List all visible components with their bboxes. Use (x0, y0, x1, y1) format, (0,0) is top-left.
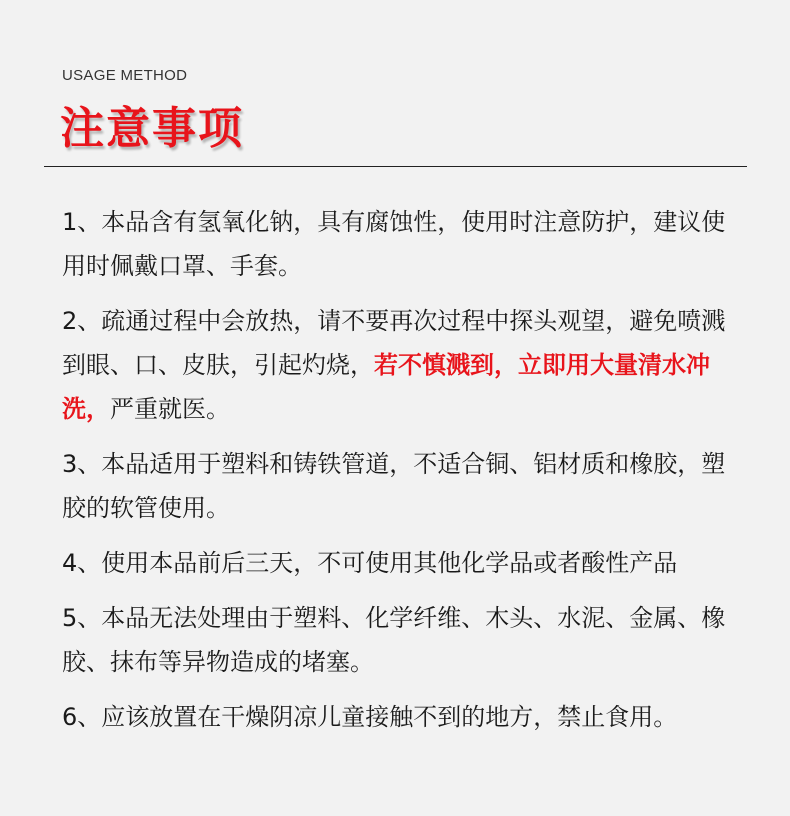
note-item-3: 3、本品适用于塑料和铸铁管道，不适合铜、铝材质和橡胶，塑胶的软管使用。 (62, 450, 726, 522)
note-item-5: 5、本品无法处理由于塑料、化学纤维、木头、水泥、金属、橡胶、抹布等异物造成的堵塞。 (62, 604, 726, 676)
notes-list (62, 200, 742, 750)
note-item-1: 1、本品含有氢氧化钠，具有腐蚀性，使用时注意防护，建议使用时佩戴口罩、手套。 (62, 208, 726, 280)
note-item-2-text-end: 严重就医。 (110, 395, 230, 423)
note-item-2-text: 2、疏通过程中会放热，请不要再次过程中探头观望，避免喷溅到眼、口、皮肤，引起灼烧， (62, 307, 726, 379)
note-item-6: 6、应该放置在干燥阴凉儿童接触不到的地方，禁止食用。 (62, 703, 678, 731)
title-divider (44, 166, 747, 167)
section-title: 注意事项 (60, 103, 244, 154)
note-item-2-warning: 若不慎溅到，立即用大量清水冲洗， (62, 351, 710, 423)
section-subtitle: USAGE METHOD (62, 67, 188, 84)
note-item-4: 4、使用本品前后三天，不可使用其他化学品或者酸性产品 (62, 549, 678, 577)
note-item-2 (62, 299, 742, 431)
